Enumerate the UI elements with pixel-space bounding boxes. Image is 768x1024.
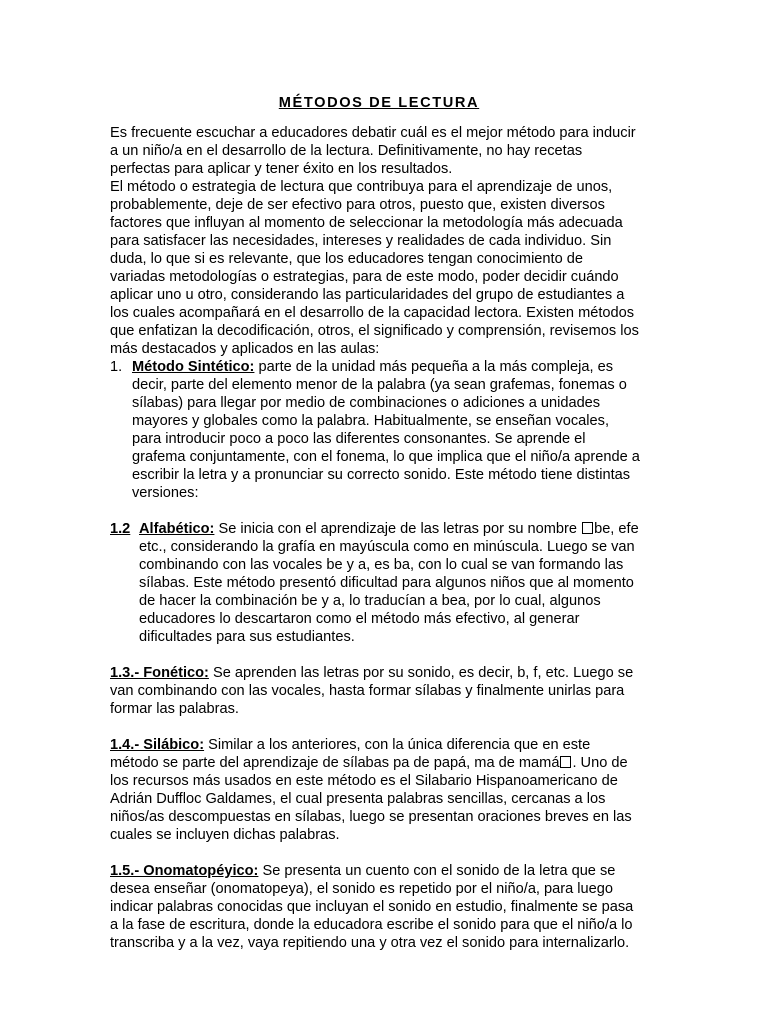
section-1-2-heading: Alfabético: — [139, 521, 215, 537]
section-1-2-text-a: Se inicia con el aprendizaje de las letras por su nombre — [214, 521, 582, 537]
section-1-4-heading: 1.4.- Silábico: — [110, 737, 205, 753]
section-1-3 — [110, 664, 642, 718]
section-1-2 — [110, 520, 642, 646]
section-1-5-text: Se presenta un cuento con el sonido de la letra que se desea enseñar (onomatopeya), el sonido es repetido por el niño/a, para luego indicar palabras conocidas que incluyan el sonido en estudio, finalmente se pasa a la fase de escritura, donde la educadora escribe el sonido para que el niño/a lo transcriba y a la vez, vaya repitiendo una y otra vez el sonido para internalizarlo. — [110, 863, 634, 951]
document-page — [110, 94, 642, 952]
intro-paragraph-2: El método o estrategia de lectura que contribuya para el aprendizaje de unos, probablemente, deje de ser efectivo para otros, puesto que, existen diversos factores que influyan al momento de seleccionar la metodología más adecuada para satisfacer las necesidades, intereses y realidades de cada individuo. Sin duda, lo que si es relevante, que los educadores tengan conocimiento de variadas metodologías o estrategias, para de este modo, poder decidir cuándo aplicar uno u otro, considerando las particularidades del grupo de estudiantes a los cuales acompañará en el desarrollo de la capacidad lectora. Existen métodos que enfatizan la decodificación, otros, el significado y comprensión, revisemos los más destacados y aplicados en las aulas: — [110, 179, 639, 357]
missing-glyph-icon — [582, 522, 593, 534]
document-title: MÉTODOS DE LECTURA — [278, 95, 480, 111]
section-1 — [110, 358, 642, 502]
section-1-2-number: 1.2 — [110, 521, 131, 537]
section-1-5-heading: 1.5.- Onomatopéyico: — [110, 863, 259, 879]
section-1-text: parte de la unidad más pequeña a la más compleja, es decir, parte del elemento menor de la palabra (ya sean grafemas, fonemas o sílabas) para llegar por medio de combinaciones o adiciones a unidades mayores y globales como la palabra. Habitualmente, se enseñan vocales, para introducir poco a poco las diferentes consonantes. Se aprende el grafema conjuntamente, con el fonema, lo que implica que el niño/a aprende a escribir la letra y a pronunciar su correcto sonido. Este método tiene distintas versiones: — [132, 359, 640, 501]
section-1-4 — [110, 736, 642, 844]
section-1-heading: Método Sintético: — [132, 359, 255, 375]
section-1-4-text-b: . Uno de los recursos más usados en este método es el Silabario Hispanoamericano de Adrián Duffloc Galdames, el cual presenta palabras sencillas, cercanas a los niños/as descompuestas en sílabas, luego se presentan oraciones breves en las cuales se incluyen dichas palabras. — [110, 755, 632, 843]
intro-paragraph-1: Es frecuente escuchar a educadores debatir cuál es el mejor método para inducir a un niño/a en el desarrollo de la lectura. Definitivamente, no hay recetas perfectas para aplicar y tener éxito en los resultados. — [110, 125, 636, 177]
section-1-5 — [110, 862, 642, 952]
section-1-number: 1. — [110, 359, 123, 375]
section-1-3-heading: 1.3.- Fonético: — [110, 665, 209, 681]
section-1-2-text-b: be, efe etc., considerando la grafía en mayúscula como en minúscula. Luego se van combinando con las vocales be y a, es ba, con lo cual se van formando las sílabas. Este método presentó dificultad para algunos niños que al momento de hacer la combinación be y a, lo traducían a bea, por lo cual, algunos educadores lo descartaron como el método más efectivo, al generar dificultades para sus estudiantes. — [139, 521, 639, 645]
missing-glyph-icon — [560, 756, 571, 768]
section-1-3-text: Se aprenden las letras por su sonido, es decir, b, f, etc. Luego se van combinando con las vocales, hasta formar sílabas y finalmente unirlas para formar las palabras. — [110, 665, 634, 717]
section-1-4-text-a: Similar a los anteriores, con la única diferencia que en este método se parte del aprendizaje de sílabas pa de papá, ma de mamá — [110, 737, 591, 771]
